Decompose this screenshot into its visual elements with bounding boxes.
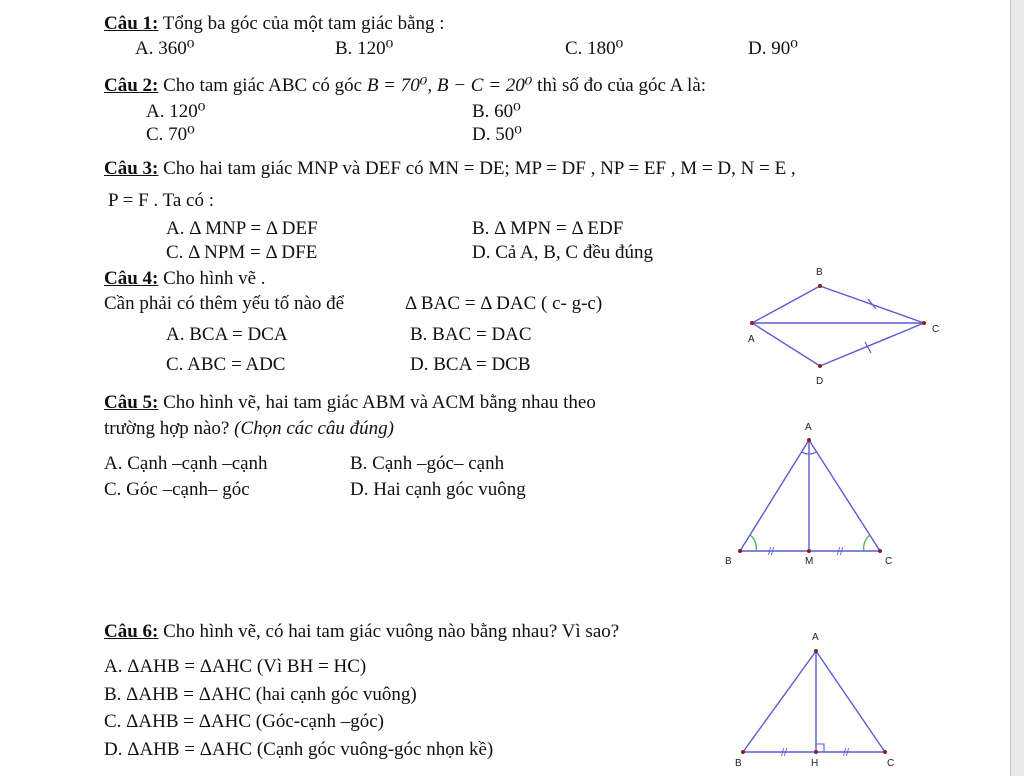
question-1-text: Tổng ba góc của một tam giác bằng : <box>158 13 445 34</box>
q4-figure-quadrilateral <box>740 262 950 392</box>
label-b: B <box>725 556 732 567</box>
label-d: D <box>816 376 824 387</box>
q5-option-c[interactable]: C. Góc –cạnh– góc <box>104 479 250 500</box>
segment-ab <box>743 651 816 752</box>
label-c: C <box>885 556 893 567</box>
label-b: B <box>735 758 742 769</box>
question-6-text: Cho hình vẽ, có hai tam giác vuông nào bằng nhau? Vì sao? <box>158 621 620 642</box>
question-4-line2: Cần phải có thêm yếu tố nào để <box>104 293 345 314</box>
label-a: A <box>748 334 755 345</box>
q1-option-a[interactable]: A. 360⁰ <box>135 38 195 59</box>
label-c: C <box>932 324 940 335</box>
label-a: A <box>812 632 819 643</box>
q2-option-c[interactable]: C. 70⁰ <box>146 124 195 145</box>
point-b <box>818 284 822 288</box>
label-c: C <box>887 758 895 769</box>
angle-mark-bam <box>802 452 809 454</box>
tick-mark-mc: // <box>837 546 844 558</box>
question-5 <box>104 392 596 414</box>
point-h <box>814 750 818 754</box>
point-a <box>750 321 754 325</box>
angle-mark-b <box>750 535 756 551</box>
question-6 <box>104 621 619 643</box>
q3-option-d[interactable]: D. Cả A, B, C đều đúng <box>472 242 654 263</box>
question-3-line1: Cho hai tam giác MNP và DEF có MN = DE; MP = DF , NP = EF , M = D, N = E , <box>158 158 796 179</box>
q5-option-a[interactable]: A. Cạnh –cạnh –cạnh <box>104 453 268 474</box>
segment-ab <box>740 440 809 551</box>
question-4-condition: Δ BAC = Δ DAC ( c- g-c) <box>405 293 603 314</box>
q5-figure-triangle <box>720 418 900 573</box>
question-4-label: Câu 4: <box>104 268 159 289</box>
question-3-label: Câu 3: <box>104 158 159 179</box>
question-5-line2 <box>104 418 394 440</box>
question-3-line2: P = F . Ta có : <box>108 190 214 211</box>
q1-option-d[interactable]: D. 90⁰ <box>748 38 798 59</box>
question-2 <box>104 75 706 97</box>
question-2-label: Câu 2: <box>104 75 159 96</box>
question-1 <box>104 13 445 35</box>
point-m <box>807 549 811 553</box>
point-b <box>741 750 745 754</box>
q3-option-c[interactable]: C. Δ NPM = Δ DFE <box>166 242 318 263</box>
q6-option-a[interactable]: A. ΔAHB = ΔAHC (Vì BH = HC) <box>104 656 367 677</box>
question-2-text-after: thì số đo của góc A là: <box>532 75 707 96</box>
label-a: A <box>805 422 812 433</box>
question-5-label: Câu 5: <box>104 392 159 413</box>
tick-mark-bm: // <box>768 546 775 558</box>
segment-dc <box>820 323 924 366</box>
point-b <box>738 549 742 553</box>
question-5-text: Cho hình vẽ, hai tam giác ABM và ACM bằng nhau theo <box>158 392 596 413</box>
q6-option-d[interactable]: D. ΔAHB = ΔAHC (Cạnh góc vuông-góc nhọn kề) <box>104 739 494 760</box>
question-4 <box>104 268 266 290</box>
q4-option-c[interactable]: C. ABC = ADC <box>166 354 286 375</box>
point-d <box>818 364 822 368</box>
segment-ab <box>752 286 820 323</box>
q2-option-a[interactable]: A. 120⁰ <box>146 101 206 122</box>
segment-ac <box>816 651 885 752</box>
question-6-label: Câu 6: <box>104 621 159 642</box>
q3-option-b[interactable]: B. Δ MPN = Δ EDF <box>472 218 624 239</box>
question-5-line2-text: trường hợp nào? <box>104 418 235 439</box>
question-2-formula: B = 70⁰, B − C = 20⁰ <box>366 75 533 96</box>
question-1-label: Câu 1: <box>104 13 159 34</box>
point-a <box>814 649 818 653</box>
q6-figure-triangle <box>725 628 900 773</box>
q6-option-b[interactable]: B. ΔAHB = ΔAHC (hai cạnh góc vuông) <box>104 684 417 705</box>
q1-option-c[interactable]: C. 180⁰ <box>565 38 624 59</box>
label-h: H <box>811 758 819 769</box>
angle-mark-cam <box>809 452 816 454</box>
point-c <box>922 321 926 325</box>
q4-option-d[interactable]: D. BCA = DCB <box>410 354 531 375</box>
segment-ac <box>809 440 880 551</box>
q5-option-b[interactable]: B. Cạnh –góc– cạnh <box>350 453 505 474</box>
point-c <box>883 750 887 754</box>
q4-option-b[interactable]: B. BAC = DAC <box>410 324 532 345</box>
label-b: B <box>816 267 823 278</box>
question-4-text: Cho hình vẽ . <box>158 268 266 289</box>
question-2-text: Cho tam giác ABC có góc <box>158 75 367 96</box>
q4-option-a[interactable]: A. BCA = DCA <box>166 324 288 345</box>
angle-mark-c <box>864 535 870 551</box>
q1-option-b[interactable]: B. 120⁰ <box>335 38 394 59</box>
q5-option-d[interactable]: D. Hai cạnh góc vuông <box>350 479 526 500</box>
segment-ad <box>752 323 820 366</box>
q3-option-a[interactable]: A. Δ MNP = Δ DEF <box>166 218 318 239</box>
label-m: M <box>805 556 814 567</box>
point-c <box>878 549 882 553</box>
q2-option-d[interactable]: D. 50⁰ <box>472 124 522 145</box>
tick-mark-bh: // <box>781 747 788 759</box>
q2-option-b[interactable]: B. 60⁰ <box>472 101 521 122</box>
point-a <box>807 438 811 442</box>
question-5-instruction: (Chọn các câu đúng) <box>234 418 395 439</box>
q6-option-c[interactable]: C. ΔAHB = ΔAHC (Góc-cạnh –góc) <box>104 711 384 732</box>
question-3 <box>104 158 796 180</box>
tick-mark-hc: // <box>843 747 850 759</box>
